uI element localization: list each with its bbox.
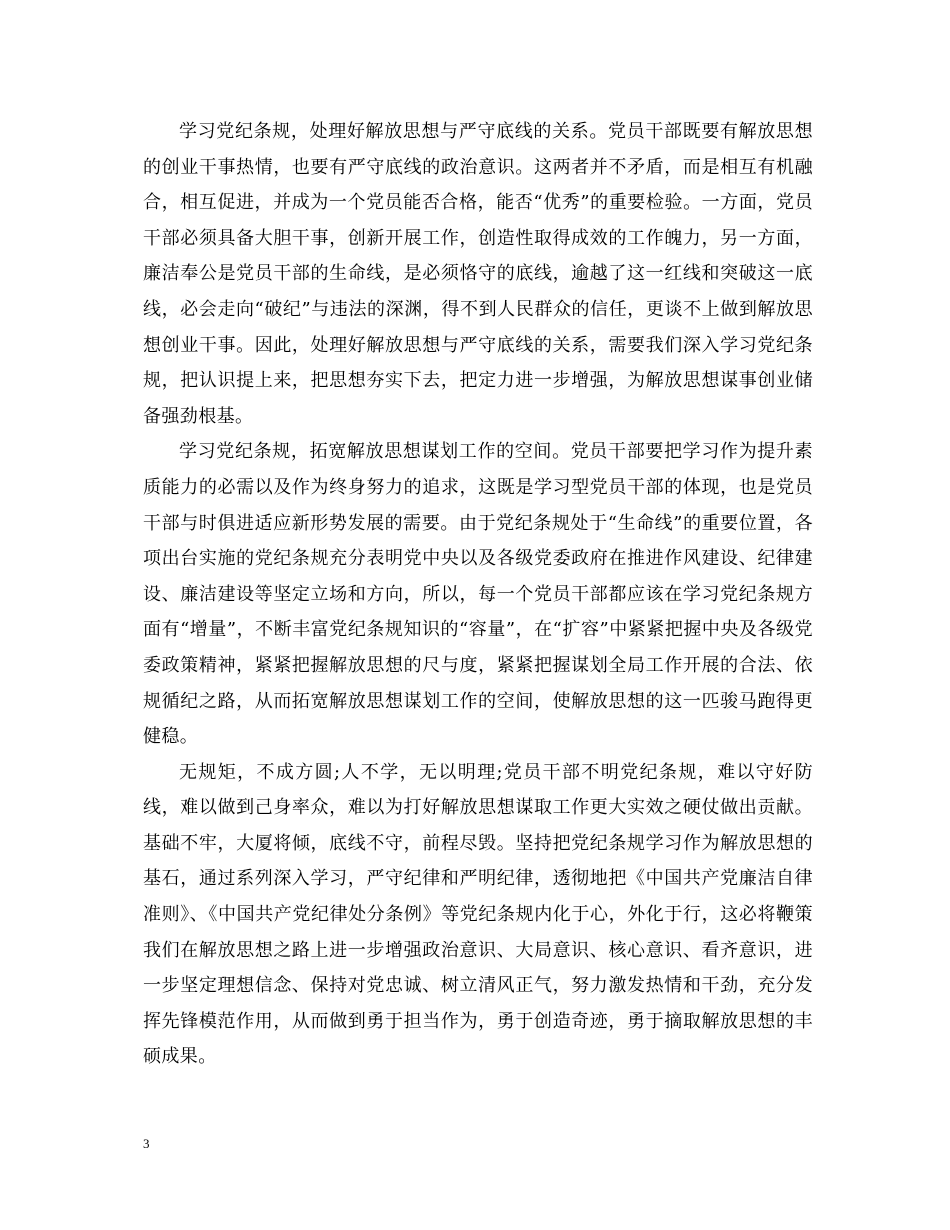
- paragraph-3: 无规矩，不成方圆;人不学，无以明理;党员干部不明党纪条规，难以守好防线，难以做到己身率众，难以为打好解放思想谋取工作更大实效之硬仗做出贡献。基础不牢，大厦将倾，底线不守，前程尽毁。坚持把党纪条规学习作为解放思想的基石，通过系列深入学习，严守纪律和严明纪律，透彻地把《中国共产党廉洁自律准则》、《中国共产党纪律处分条例》等党纪条规内化于心，外化于行，这必将鞭策我们在解放思想之路上进一步增强政治意识、大局意识、核心意识、看齐意识，进一步坚定理想信念、保持对党忠诚、树立清风正气，努力激发热情和干劲，充分发挥先锋模范作用，从而做到勇于担当作为，勇于创造奇迹，勇于摘取解放思想的丰硕成果。: [143, 761, 813, 1068]
- page-number: 3: [143, 1136, 150, 1151]
- paragraph-2: 学习党纪条规，拓宽解放思想谋划工作的空间。党员干部要把学习作为提升素质能力的必需以及作为终身努力的追求，这既是学习型党员干部的体现，也是党员干部与时俱进适应新形势发展的需要。由于党纪条规处于“生命线”的重要位置，各项出台实施的党纪条规充分表明党中央以及各级党委政府在推进作风建设、纪律建设、廉洁建设等坚定立场和方向，所以，每一个党员干部都应该在学习党纪条规方面有“增量”，不断丰富党纪条规知识的“容量”，在“扩容”中紧紧把握中央及各级党委政策精神，紧紧把握解放思想的尺与度，紧紧把握谋划全局工作开展的合法、依规循纪之路，从而拓宽解放思想谋划工作的空间，使解放思想的这一匹骏马跑得更健稳。: [143, 441, 813, 748]
- paragraph-1: 学习党纪条规，处理好解放思想与严守底线的关系。党员干部既要有解放思想的创业干事热情，也要有严守底线的政治意识。这两者并不矛盾，而是相互有机融合，相互促进，并成为一个党员能否合格，能否“优秀”的重要检验。一方面，党员干部必须具备大胆干事，创新开展工作，创造性取得成效的工作魄力，另一方面，廉洁奉公是党员干部的生命线，是必须恪守的底线，逾越了这一红线和突破这一底线，必会走向“破纪”与违法的深渊，得不到人民群众的信任，更谈不上做到解放思想创业干事。因此，处理好解放思想与严守底线的关系，需要我们深入学习党纪条规，把认识提上来，把思想夯实下去，把定力进一步增强，为解放思想谋事创业储备强劲根基。: [143, 121, 813, 427]
- body-text: [143, 114, 813, 1075]
